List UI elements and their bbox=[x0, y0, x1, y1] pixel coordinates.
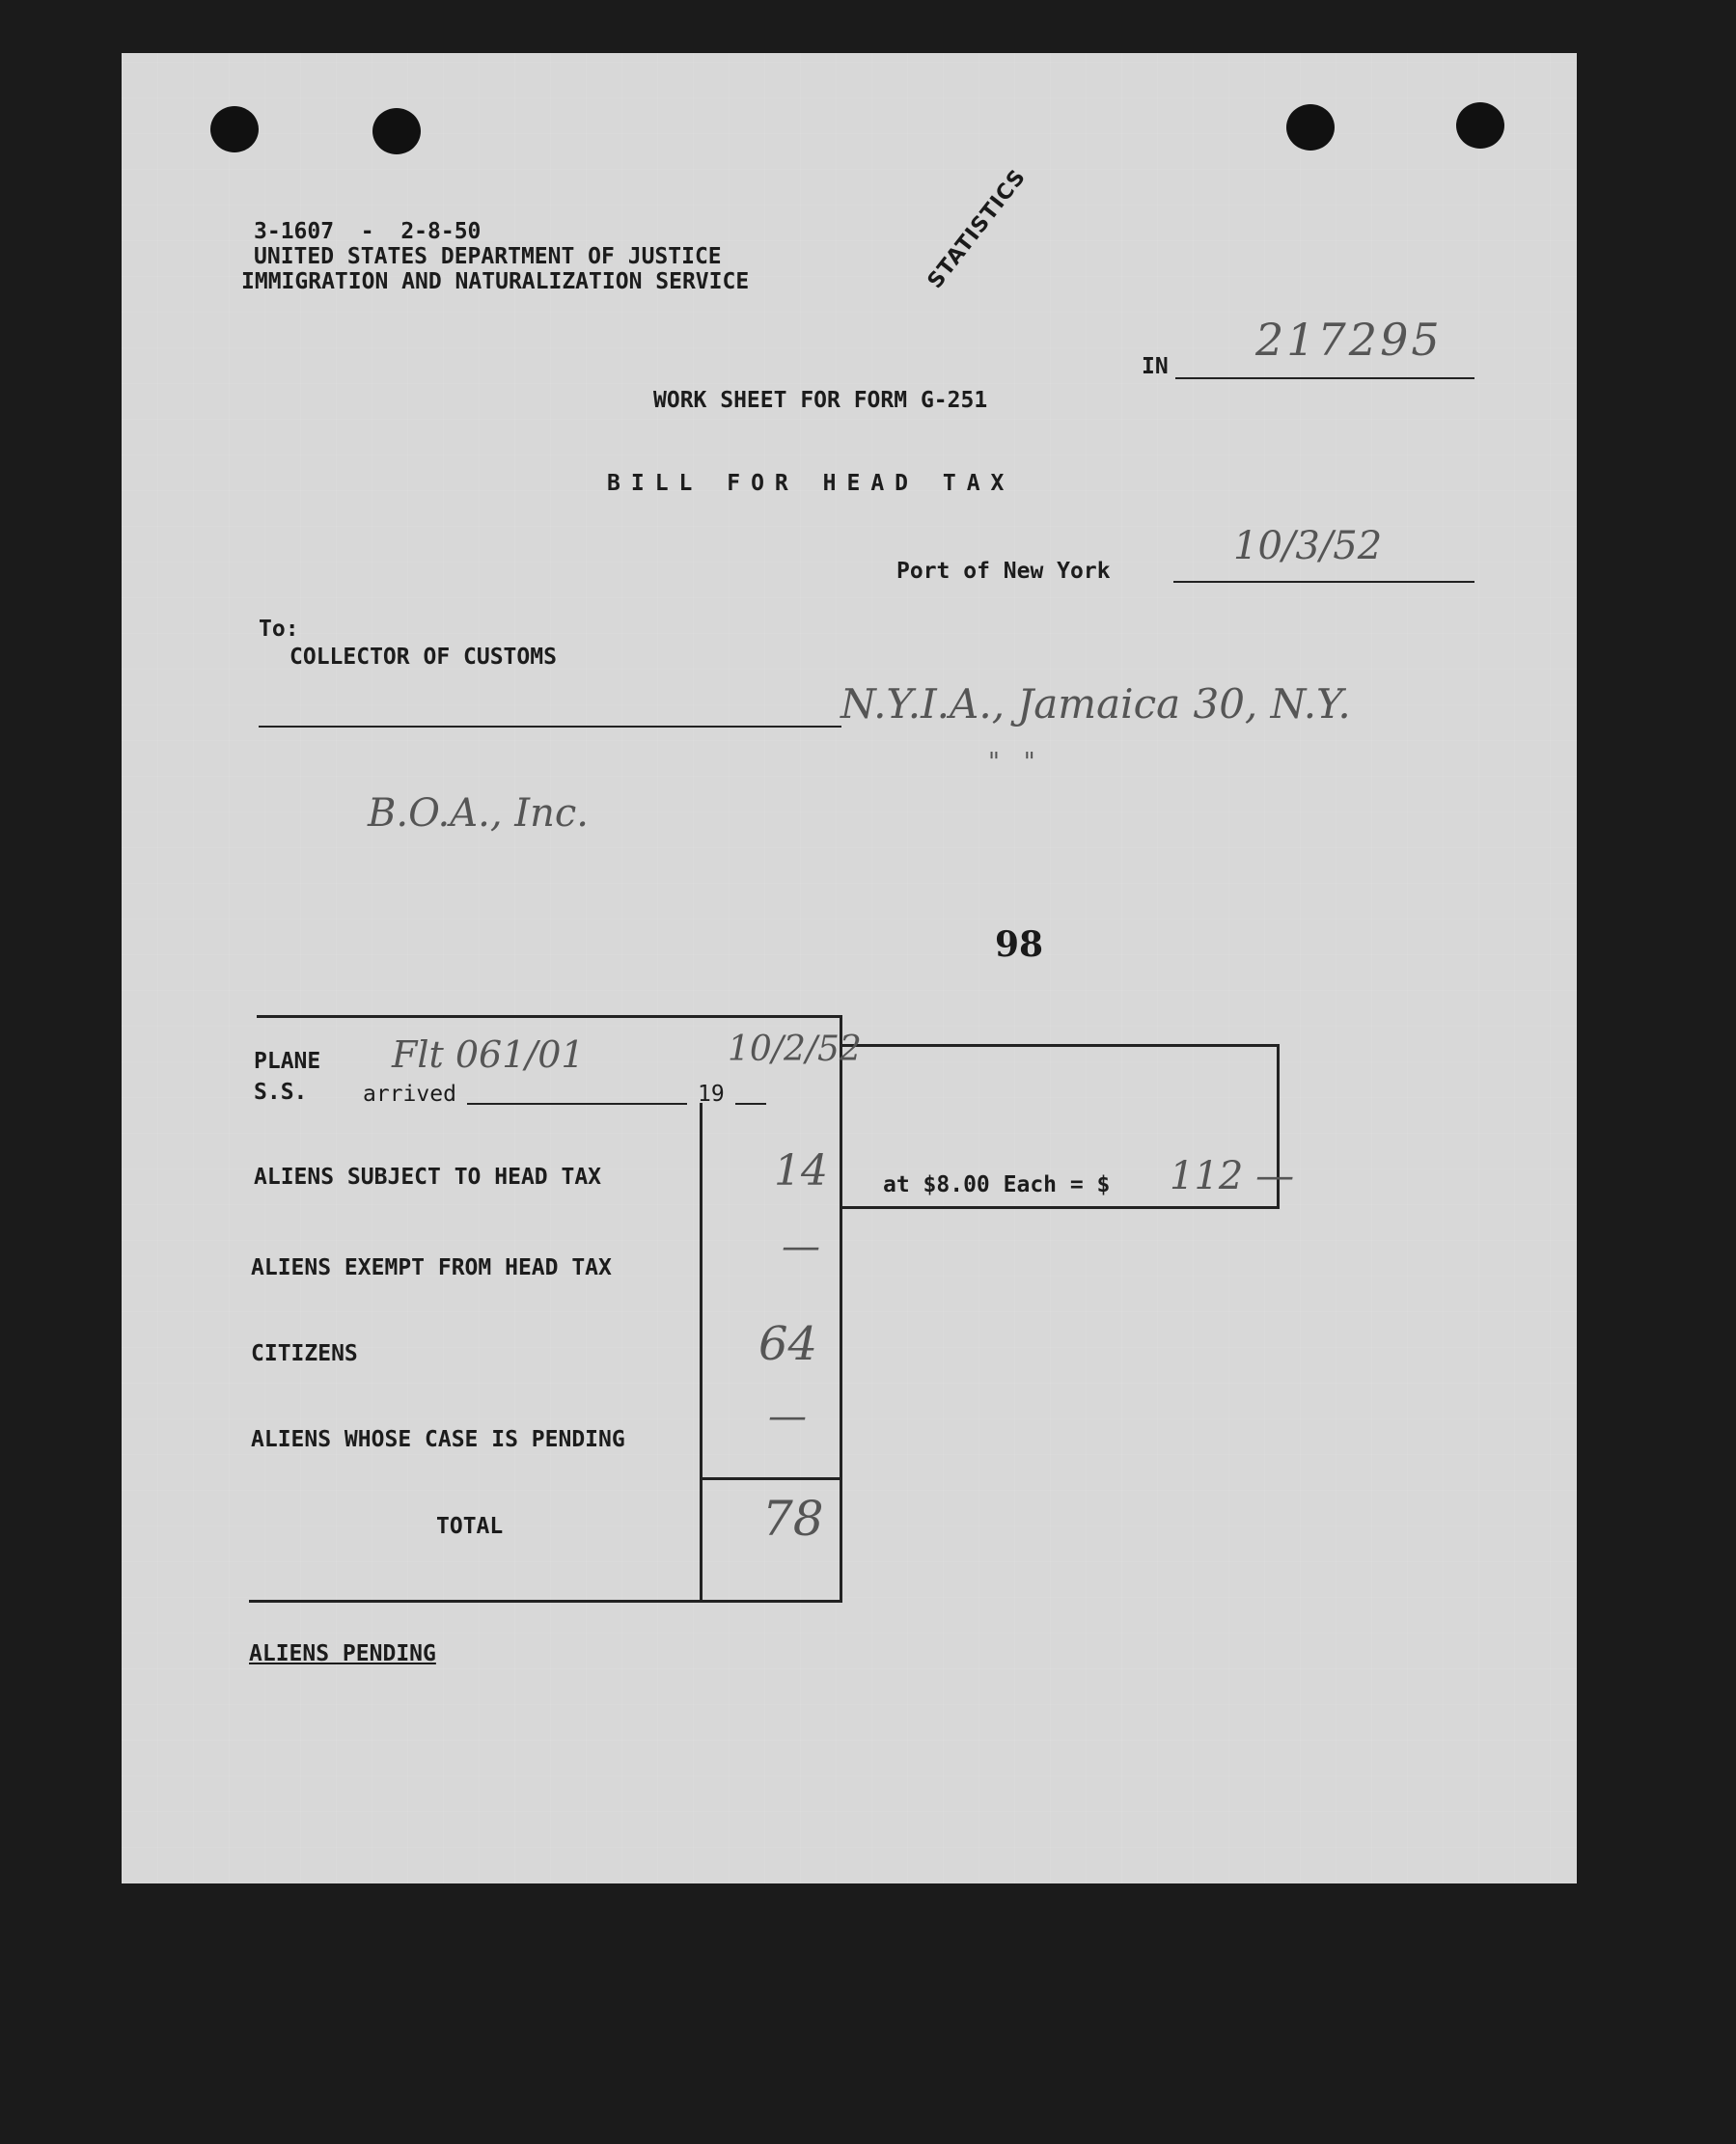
in-underline bbox=[1175, 377, 1474, 379]
ss-label: S.S. bbox=[254, 1080, 308, 1105]
year-underline bbox=[735, 1103, 766, 1105]
pending-heading: ALIENS PENDING bbox=[249, 1641, 436, 1666]
plane-label: PLANE bbox=[254, 1049, 321, 1074]
row-label-subject: ALIENS SUBJECT TO HEAD TAX bbox=[254, 1165, 602, 1190]
row-value-citizens: 64 bbox=[758, 1317, 818, 1371]
punch-hole bbox=[1286, 104, 1335, 151]
ditto-marks: " " bbox=[988, 748, 1035, 777]
company-handwritten: B.O.A., Inc. bbox=[368, 791, 589, 836]
row-label-pending: ALIENS WHOSE CASE IS PENDING bbox=[251, 1427, 625, 1452]
document-page bbox=[122, 53, 1577, 1883]
punch-hole bbox=[372, 108, 421, 154]
page-number: 98 bbox=[995, 924, 1044, 965]
punch-hole bbox=[210, 106, 259, 152]
form-number: 3-1607 - 2-8-50 bbox=[254, 219, 482, 244]
date-underline bbox=[1173, 581, 1474, 583]
location-handwritten: N.Y.I.A., Jamaica 30, N.Y. bbox=[840, 680, 1351, 728]
service-name: IMMIGRATION AND NATURALIZATION SERVICE bbox=[241, 269, 750, 294]
flight-handwritten: Flt 061/01 bbox=[392, 1033, 585, 1076]
table-bottom-line bbox=[249, 1600, 842, 1603]
rate-amount: 112 — bbox=[1170, 1154, 1295, 1198]
row-label-citizens: CITIZENS bbox=[251, 1341, 358, 1366]
year-prefix: 19 bbox=[698, 1082, 725, 1107]
arrived-underline bbox=[467, 1103, 687, 1105]
punch-hole bbox=[1456, 102, 1504, 149]
port-label: Port of New York bbox=[896, 559, 1111, 584]
value-column-left bbox=[700, 1103, 703, 1603]
table-top-line bbox=[257, 1015, 840, 1018]
addressee: COLLECTOR OF CUSTOMS bbox=[289, 645, 557, 670]
bill-title: BILL FOR HEAD TAX bbox=[607, 471, 1015, 496]
table-right-border bbox=[840, 1015, 842, 1602]
total-value: 78 bbox=[762, 1491, 824, 1547]
to-label: To: bbox=[259, 617, 299, 642]
row-value-subject: 14 bbox=[774, 1146, 828, 1196]
date-handwritten: 10/3/52 bbox=[1233, 524, 1383, 568]
row-value-pending: — bbox=[768, 1394, 807, 1439]
in-label: IN bbox=[1142, 354, 1169, 379]
arrival-date-handwritten: 10/2/52 bbox=[728, 1030, 862, 1069]
row-label-exempt: ALIENS EXEMPT FROM HEAD TAX bbox=[251, 1255, 612, 1280]
total-separator bbox=[700, 1477, 842, 1480]
total-label: TOTAL bbox=[436, 1514, 504, 1539]
department-name: UNITED STATES DEPARTMENT OF JUSTICE bbox=[254, 244, 722, 269]
rate-text: at $8.00 Each = $ bbox=[883, 1172, 1111, 1197]
in-number: 217295 bbox=[1255, 314, 1443, 366]
statistics-stamp: STATISTICS bbox=[923, 165, 1032, 293]
address-underline bbox=[259, 726, 841, 728]
arrived-label: arrived bbox=[363, 1082, 456, 1107]
worksheet-title: WORK SHEET FOR FORM G-251 bbox=[653, 388, 988, 413]
row-value-exempt: — bbox=[782, 1224, 820, 1269]
rate-box-bottom bbox=[842, 1206, 1280, 1209]
rate-box-top bbox=[842, 1044, 1279, 1047]
